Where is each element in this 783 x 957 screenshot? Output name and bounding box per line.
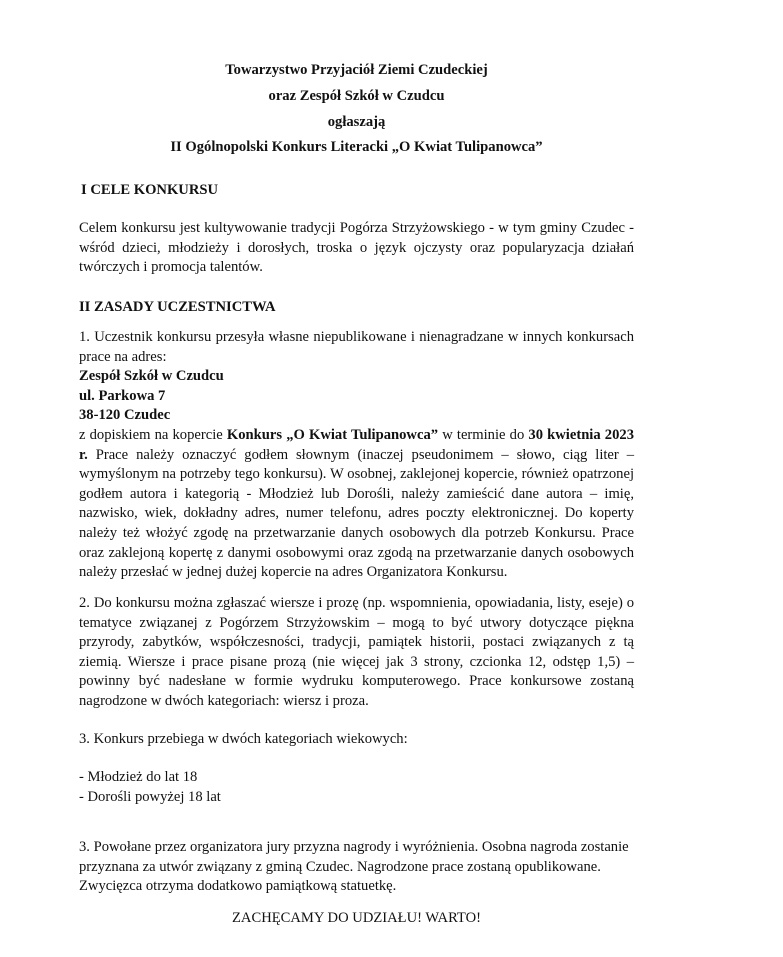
header-co-organizer: oraz Zespół Szkół w Czudcu (268, 88, 445, 104)
rule-2-body: 2. Do konkursu można zgłaszać wiersze i prozę (np. wspomnienia, opowiadania, listy, eseje) o tematyce związanej z Pogórzem Strzyżowskim – mogą to być utwory dotyczące piękna przyrody, zabytków, współczesności, tradycji, pamiątek historii, postaci związanych z tą ziemią. Wiersze i prace pisane prozą (nie więcej jak 3 strony, czcionka 12, odstęp 1,5) – powinny być nadesłane w formie wydruku komputerowego. Prace konkursowe zostaną nagrodzone w dwóch kategoriach: wiersz i proza. (79, 595, 634, 709)
contest-title: II Ogólnopolski Konkurs Literacki „O Kwiat Tulipanowca” (170, 139, 543, 155)
age-category-adults: - Dorośli powyżej 18 lat (79, 788, 221, 805)
rule-1-contest-name: Konkurs „O Kwiat Tulipanowca” (226, 427, 439, 443)
rule-1-intro: 1. Uczestnik konkursu przesyła własne niepublikowane i nienagradzane w innych konkursach prace na adres: (79, 329, 634, 365)
address-line-school: Zespół Szkół w Czudcu (79, 368, 224, 384)
rule-3-intro: 3. Konkurs przebiega w dwóch kategoriach wiekowych: (79, 731, 408, 747)
address-line-city: 38-120 Czudec (79, 407, 171, 424)
rule-4-body: 3. Powołane przez organizatora jury przyzna nagrody i wyróżnienia. Osobna nagroda zostanie przyznana za utwór związany z gminą Czudec. Nagrodzone prace zostaną opublikowane. Zwycięzca otrzyma dodatkowo pamiątkową statuetkę. (79, 839, 629, 895)
section-goals-heading: I CELE KONKURSU (81, 182, 219, 198)
age-categories-list (79, 768, 634, 807)
rule-1-deadline: 30 kwietnia 2023 r. (79, 427, 634, 463)
address-line-street: ul. Parkowa 7 (79, 387, 166, 404)
header-announce: ogłaszają (327, 114, 386, 130)
section-rules-heading: II ZASADY UCZESTNICTWA (79, 299, 276, 315)
rule-1-body (79, 426, 634, 583)
address-block (79, 367, 634, 426)
age-category-youth: - Młodzież do lat 18 (79, 769, 198, 785)
rule-1-rest: Prace należy oznaczyć godłem słownym (inaczej pseudonimem – słowo, ciąg liter – wymyślonym na potrzeby tego konkursu). W osobnej, zaklejonej kopercie, również opatrzonej godłem autora i kategorią - Młodzież lub Dorośli, należy zamieścić dane autora – imię, nazwisko, wiek, dokładny adres, numer telefonu, adres poczty elektronicznej. Do koperty należy też włożyć zgodę na przetwarzanie danych osobowych dla potrzeb Konkursu. Prace oraz zaklejoną kopertę z danymi osobowymi oraz zgodą na przetwarzanie danych osobowych należy przesłać w jednej dużej kopercie na adres Organizatora Konkursu. (79, 446, 634, 581)
closing-call: ZACHĘCAMY DO UDZIAŁU! WARTO! (232, 910, 481, 926)
rule-1-pre: z dopiskiem na kopercie (79, 427, 227, 443)
rule-1-mid: w terminie do (438, 427, 529, 443)
header-organizer: Towarzystwo Przyjaciół Ziemi Czudeckiej (225, 62, 488, 78)
section-goals-body: Celem konkursu jest kultywowanie tradycji Pogórza Strzyżowskiego - w tym gminy Czudec - wśród dzieci, młodzieży i dorosłych, troska o język ojczysty oraz popularyzacja działań twórczych i promocja talentów. (79, 220, 634, 276)
